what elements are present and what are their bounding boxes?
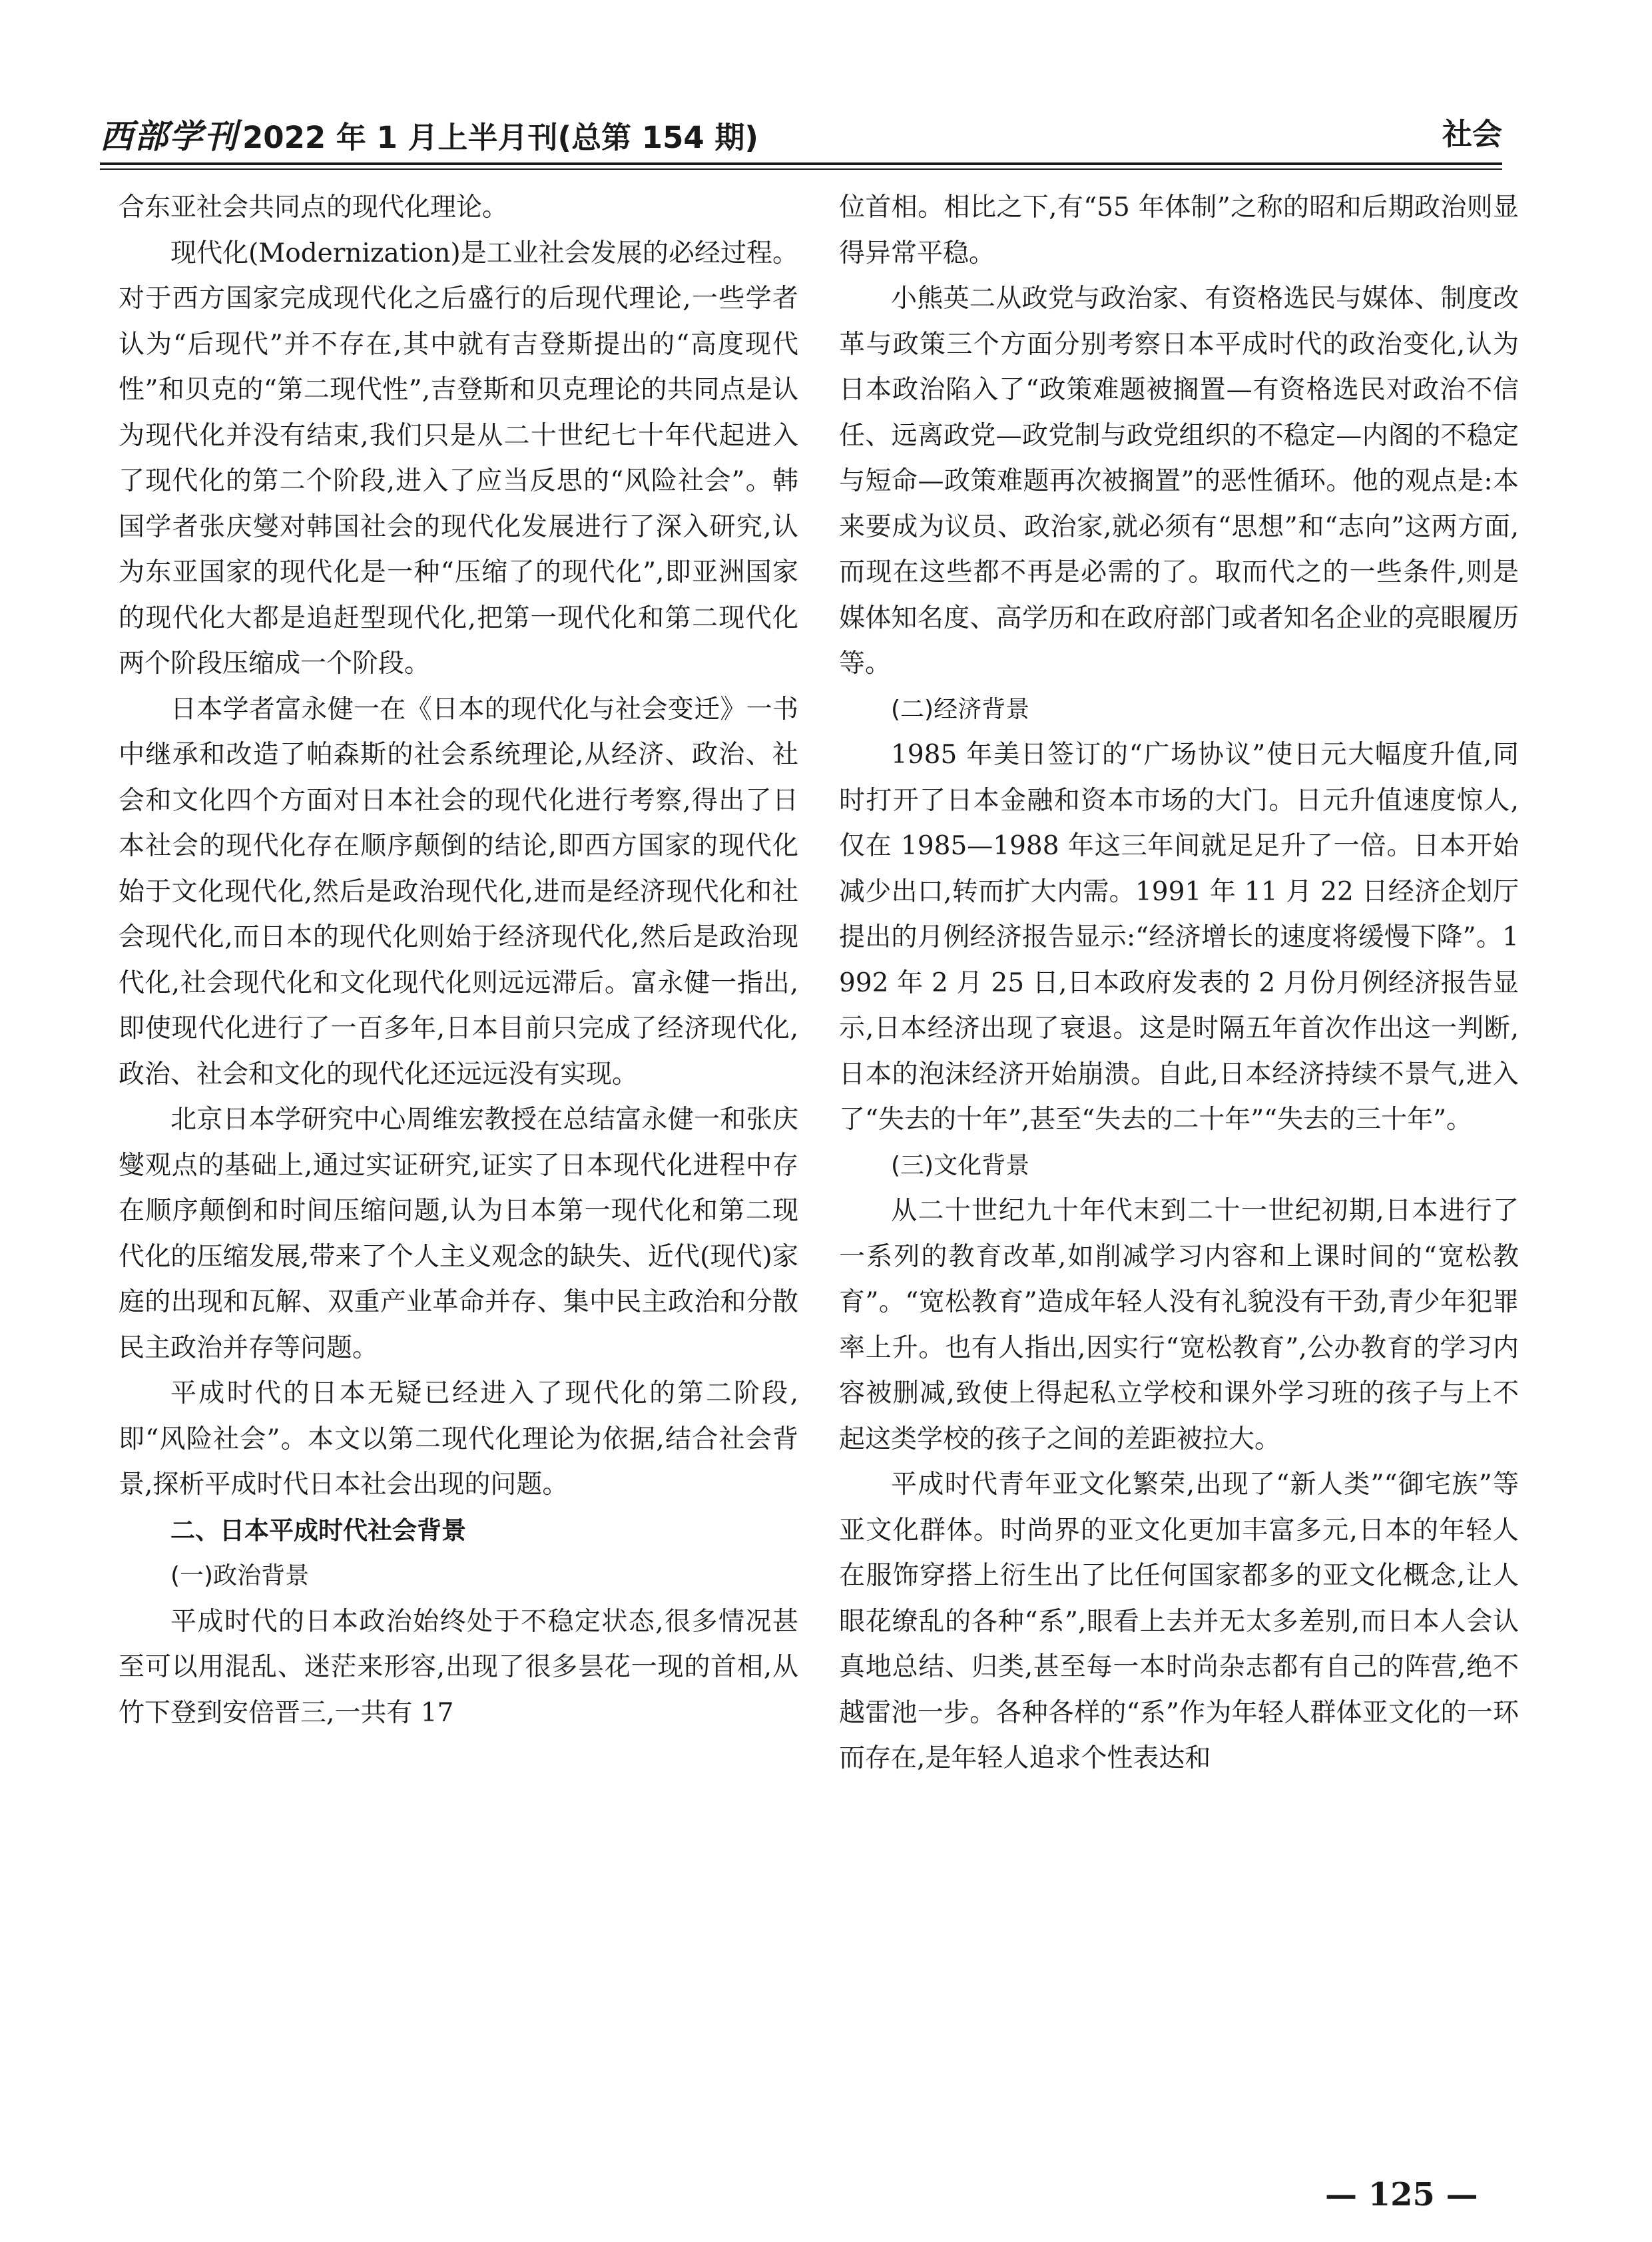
- paragraph: 平成时代的日本无疑已经进入了现代化的第二阶段,即“风险社会”。本文以第二现代化理论为依据,结合社会背景,探析平成时代日本社会出现的问题。: [119, 1378, 798, 1500]
- right-column: [839, 185, 1519, 1782]
- header-rule-thin: [100, 168, 1502, 170]
- section-heading: 二、日本平成时代社会背景: [170, 1516, 466, 1545]
- section-label: 社会: [1442, 117, 1502, 152]
- header-left: [100, 110, 758, 158]
- paragraph: 现代化(Modernization)是工业社会发展的必经过程。对于西方国家完成现代化之后盛行的后现代理论,一些学者认为“后现代”并不存在,其中就有吉登斯提出的“高度现代性”和贝克的“第二现代性”,吉登斯和贝克理论的共同点是认为现代化并没有结束,我们只是从二十世纪七十年代起进入了现代化的第二个阶段,进入了应当反思的“风险社会”。韩国学者张庆燮对韩国社会的现代化发展进行了深入研究,认为东亚国家的现代化是一种“压缩了的现代化”,即亚洲国家的现代化大都是追赶型现代化,把第一现代化和第二现代化两个阶段压缩成一个阶段。: [119, 238, 798, 679]
- issue-info: 2022 年 1 月上半月刊(总第 154 期): [242, 120, 758, 155]
- paragraph: 位首相。相比之下,有“55 年体制”之称的昭和后期政治则显得异常平稳。: [839, 192, 1519, 268]
- paragraph: 从二十世纪九十年代末到二十一世纪初期,日本进行了一系列的教育改革,如削减学习内容和上课时间的“宽松教育”。“宽松教育”造成年轻人没有礼貌没有干劲,青少年犯罪率上升。也有人指出,因实行“宽松教育”,公办教育的学习内容被删减,致使上得起私立学校和课外学习班的孩子与上不起这类学校的孩子之间的差距被拉大。: [839, 1196, 1519, 1454]
- subsection-heading: (二)经济背景: [891, 695, 1030, 723]
- subsection-heading: (三)文化背景: [891, 1151, 1030, 1179]
- left-column: [119, 185, 798, 1736]
- header-rule: [100, 162, 1502, 165]
- paragraph: 平成时代的日本政治始终处于不稳定状态,很多情况甚至可以用混乱、迷茫来形容,出现了很多昙花一现的首相,从竹下登到安倍晋三,一共有 17: [119, 1606, 798, 1728]
- page-header: [100, 110, 1502, 156]
- paragraph: 北京日本学研究中心周维宏教授在总结富永健一和张庆燮观点的基础上,通过实证研究,证实了日本现代化进程中存在顺序颠倒和时间压缩问题,认为日本第一现代化和第二现代化的压缩发展,带来了个人主义观念的缺失、近代(现代)家庭的出现和瓦解、双重产业革命并存、集中民主政治和分散民主政治并存等问题。: [119, 1105, 798, 1363]
- paragraph: 合东亚社会共同点的现代化理论。: [119, 192, 509, 222]
- page-number: — 125 —: [1325, 2176, 1478, 2213]
- paragraph: 平成时代青年亚文化繁荣,出现了“新人类”“御宅族”等亚文化群体。时尚界的亚文化更加丰富多元,日本的年轻人在服饰穿搭上衍生出了比任何国家都多的亚文化概念,让人眼花缭乱的各种“系”,眼看上去并无太多差别,而日本人会认真地总结、归类,甚至每一本时尚杂志都有自己的阵营,绝不越雷池一步。各种各样的“系”作为年轻人群体亚文化的一环而存在,是年轻人追求个性表达和: [839, 1470, 1519, 1773]
- journal-logo: 西部学刊: [100, 117, 238, 156]
- paragraph: 小熊英二从政党与政治家、有资格选民与媒体、制度改革与政策三个方面分别考察日本平成时代的政治变化,认为日本政治陷入了“政策难题被搁置—有资格选民对政治不信任、远离政党—政党制与政党组织的不稳定—内阁的不稳定与短命—政策难题再次被搁置”的恶性循环。他的观点是:本来要成为议员、政治家,就必须有“思想”和“志向”这两方面,而现在这些都不再是必需的了。取而代之的一些条件,则是媒体知名度、高学历和在政府部门或者知名企业的亮眼履历等。: [839, 284, 1519, 679]
- subsection-heading: (一)政治背景: [170, 1562, 310, 1589]
- paragraph: 日本学者富永健一在《日本的现代化与社会变迁》一书中继承和改造了帕森斯的社会系统理论,从经济、政治、社会和文化四个方面对日本社会的现代化进行考察,得出了日本社会的现代化存在顺序颠倒的结论,即西方国家的现代化始于文化现代化,然后是政治现代化,进而是经济现代化和社会现代化,而日本的现代化则始于经济现代化,然后是政治现代化,社会现代化和文化现代化则远远滞后。富永健一指出,即使现代化进行了一百多年,日本目前只完成了经济现代化,政治、社会和文化的现代化还远远没有实现。: [119, 694, 798, 1089]
- paragraph: 1985 年美日签订的“广场协议”使日元大幅度升值,同时打开了日本金融和资本市场的大门。日元升值速度惊人,仅在 1985—1988 年这三年间就足足升了一倍。日本开始减少出口,转而扩大内需。1991 年 11 月 22 日经济企划厅提出的月例经济报告显示:“经济增长的速度将缓慢下降”。1992 年 2 月 25 日,日本政府发表的 2 月份月例经济报告显示,日本经济出现了衰退。这是时隔五年首次作出这一判断,日本的泡沫经济开始崩溃。自此,日本经济持续不景气,进入了“失去的十年”,甚至“失去的二十年”“失去的三十年”。: [839, 740, 1519, 1135]
